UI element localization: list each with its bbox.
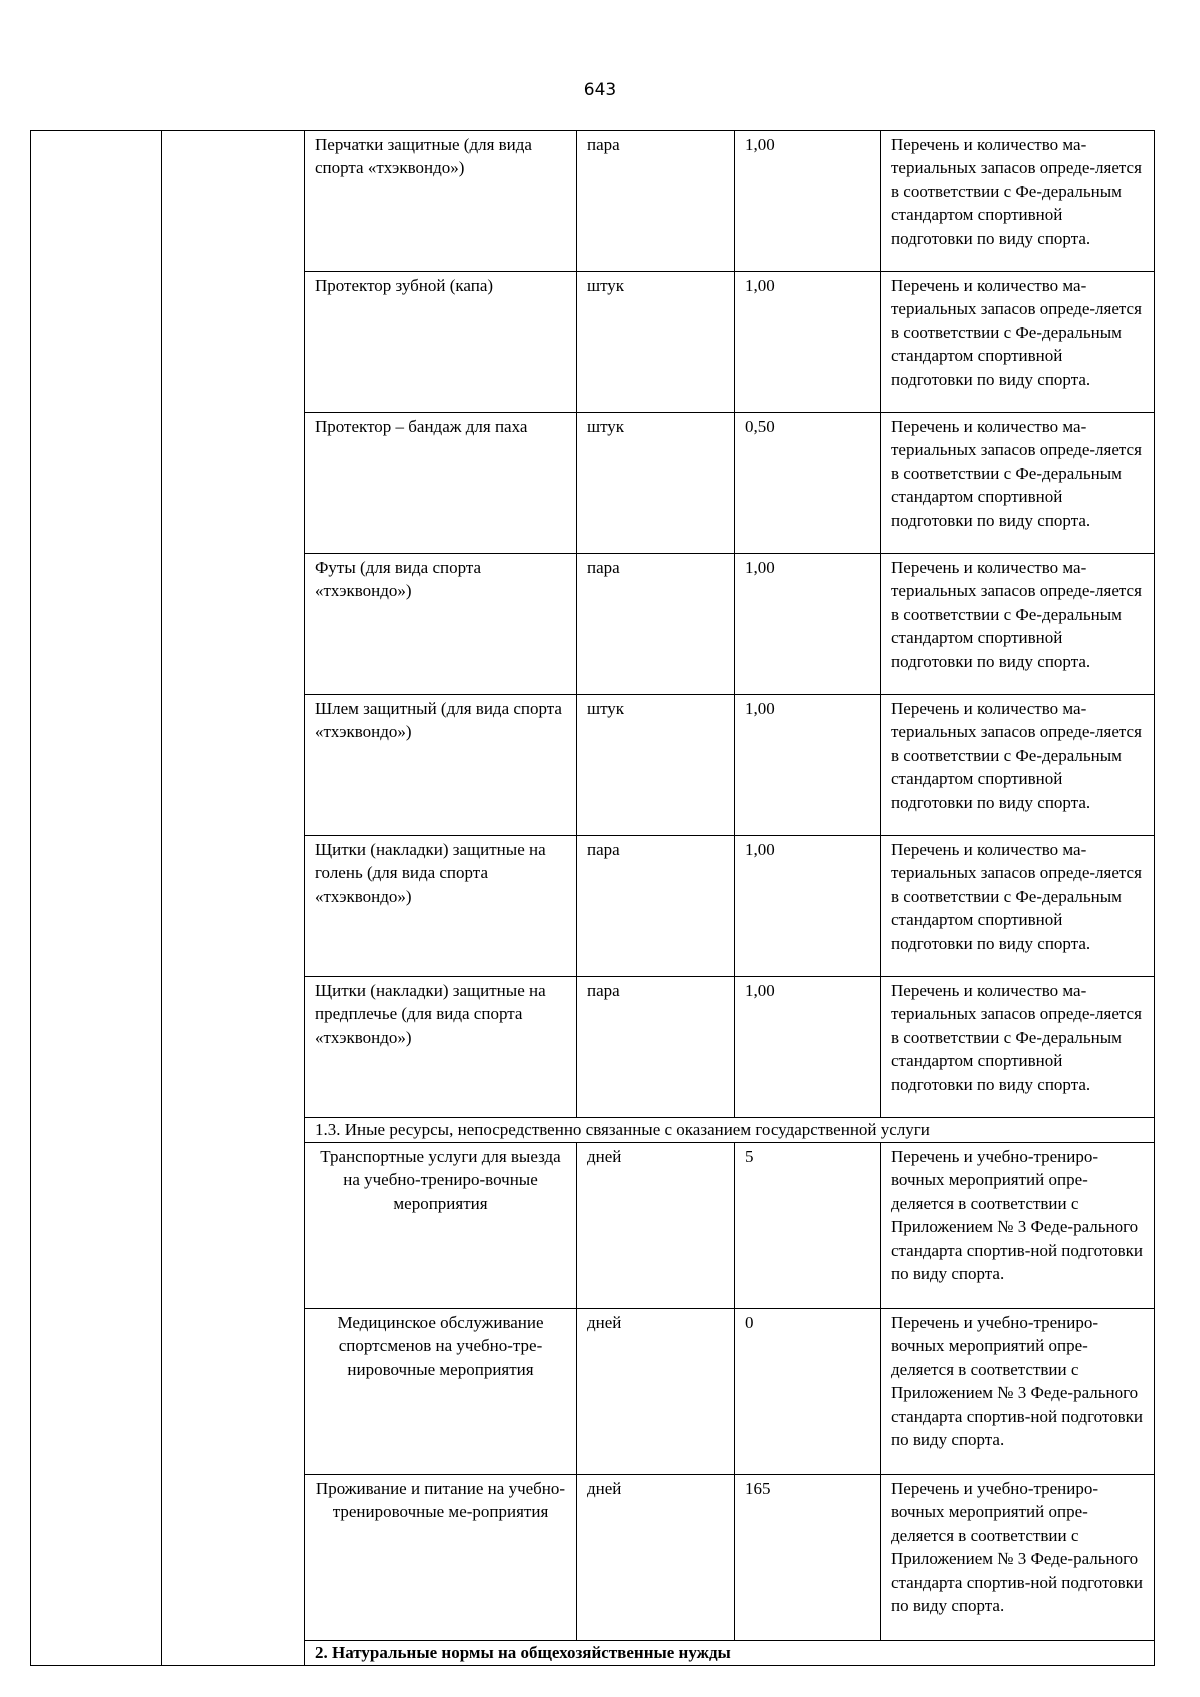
item-note: Перечень и количество ма-териальных запасов опреде-ляется в соответствии с Фе-деральным стандартом спортивной подготовки по виду спорта. <box>881 695 1155 836</box>
service-note: Перечень и учебно-трениро-вочных мероприятий опре-деляется в соответствии с Приложением № 3 Феде-рального стандарта спортив-ной подготовки по виду спорта. <box>881 1143 1155 1309</box>
service-name: Медицинское обслуживание спортсменов на учебно-тре-нировочные мероприятия <box>305 1309 577 1475</box>
item-note: Перечень и количество ма-териальных запасов опреде-ляется в соответствии с Фе-деральным стандартом спортивной подготовки по виду спорта. <box>881 272 1155 413</box>
item-name: Протектор – бандаж для паха <box>305 413 577 554</box>
section-title: 2. Натуральные нормы на общехозяйственные нужды <box>305 1641 1155 1666</box>
norms-table <box>30 130 1155 1666</box>
item-quantity: 1,00 <box>735 131 881 272</box>
item-quantity: 1,00 <box>735 836 881 977</box>
item-quantity: 1,00 <box>735 977 881 1118</box>
page-number: 643 <box>583 80 617 100</box>
service-unit: дней <box>577 1309 735 1475</box>
service-column-cell <box>31 131 162 1666</box>
item-name: Щитки (накладки) защитные на предплечье (для вида спорта «тхэквондо») <box>305 977 577 1118</box>
service-name: Проживание и питание на учебно-тренировочные ме-роприятия <box>305 1475 577 1641</box>
item-quantity: 1,00 <box>735 695 881 836</box>
item-note: Перечень и количество ма-териальных запасов опреде-ляется в соответствии с Фе-деральным стандартом спортивной подготовки по виду спорта. <box>881 977 1155 1118</box>
item-unit: пара <box>577 977 735 1118</box>
item-unit: пара <box>577 836 735 977</box>
item-name: Протектор зубной (капа) <box>305 272 577 413</box>
item-unit: пара <box>577 554 735 695</box>
item-note: Перечень и количество ма-териальных запасов опреде-ляется в соответствии с Фе-деральным стандартом спортивной подготовки по виду спорта. <box>881 554 1155 695</box>
item-name: Щитки (накладки) защитные на голень (для вида спорта «тхэквондо») <box>305 836 577 977</box>
item-quantity: 0,50 <box>735 413 881 554</box>
service-name: Транспортные услуги для выезда на учебно-трениро-вочные мероприятия <box>305 1143 577 1309</box>
table-row <box>31 131 1155 272</box>
service-note: Перечень и учебно-трениро-вочных мероприятий опре-деляется в соответствии с Приложением № 3 Феде-рального стандарта спортив-ной подготовки по виду спорта. <box>881 1475 1155 1641</box>
service-quantity: 5 <box>735 1143 881 1309</box>
service-note: Перечень и учебно-трениро-вочных мероприятий опре-деляется в соответствии с Приложением № 3 Феде-рального стандарта спортив-ной подготовки по виду спорта. <box>881 1309 1155 1475</box>
item-note: Перечень и количество ма-териальных запасов опреде-ляется в соответствии с Фе-деральным стандартом спортивной подготовки по виду спорта. <box>881 131 1155 272</box>
item-name: Перчатки защитные (для вида спорта «тхэквондо») <box>305 131 577 272</box>
item-quantity: 1,00 <box>735 272 881 413</box>
service-quantity: 0 <box>735 1309 881 1475</box>
item-name: Футы (для вида спорта «тхэквондо») <box>305 554 577 695</box>
service-unit: дней <box>577 1143 735 1309</box>
category-column-cell <box>162 131 305 1666</box>
item-name: Шлем защитный (для вида спорта «тхэквондо») <box>305 695 577 836</box>
section-title: 1.3. Иные ресурсы, непосредственно связанные с оказанием государственной услуги <box>305 1118 1155 1143</box>
item-quantity: 1,00 <box>735 554 881 695</box>
item-note: Перечень и количество ма-териальных запасов опреде-ляется в соответствии с Фе-деральным стандартом спортивной подготовки по виду спорта. <box>881 413 1155 554</box>
service-quantity: 165 <box>735 1475 881 1641</box>
item-unit: штук <box>577 695 735 836</box>
item-unit: штук <box>577 413 735 554</box>
item-unit: пара <box>577 131 735 272</box>
item-note: Перечень и количество ма-териальных запасов опреде-ляется в соответствии с Фе-деральным стандартом спортивной подготовки по виду спорта. <box>881 836 1155 977</box>
service-unit: дней <box>577 1475 735 1641</box>
item-unit: штук <box>577 272 735 413</box>
